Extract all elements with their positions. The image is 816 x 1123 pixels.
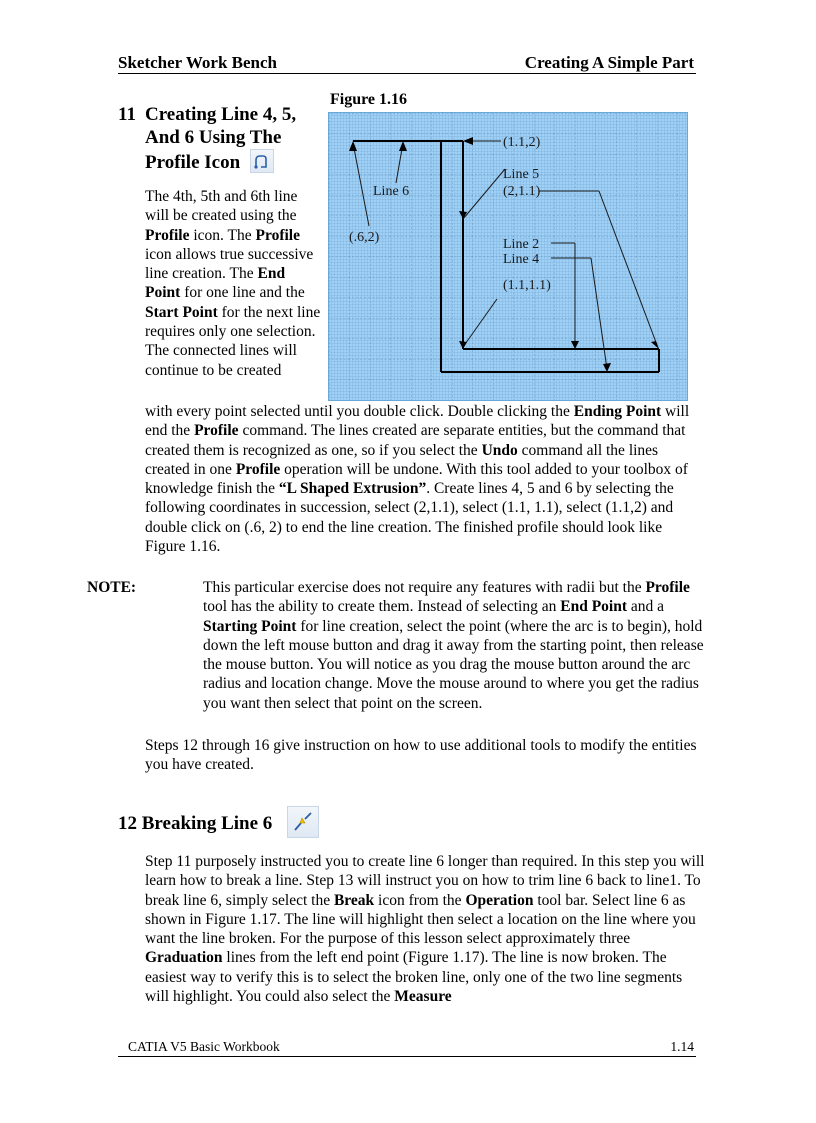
header-rule: [118, 73, 696, 74]
intro-paragraph: [145, 187, 323, 380]
continuation-paragraph: [145, 402, 705, 556]
label-point-0-6-2: (.6,2): [349, 230, 380, 245]
section-12-number: 12: [118, 813, 137, 834]
label-point-1-1-2: (1.1,2): [503, 135, 541, 150]
cont-text-3: command. The lines created are separate entities, but the command that created them is recognized as one, so if you select the: [145, 422, 686, 459]
section-12-title: Breaking Line 6: [141, 813, 273, 834]
profile-icon: [250, 149, 274, 173]
intro-text-5: for the next line requires only one selection. The connected lines will continue to be created: [145, 303, 321, 379]
cont-bold-1: Ending Point: [573, 403, 662, 420]
figure-1-16: [328, 112, 688, 401]
cont-bold-5: “L Shaped Extrusion”: [278, 480, 427, 498]
cont-bold-4: Profile: [235, 460, 281, 478]
cont-bold-2: Profile: [194, 422, 239, 440]
p12-bold-3: Graduation: [145, 949, 223, 967]
cont-text-2: will end the: [145, 403, 690, 440]
section-11-title-line1: Creating Line 4, 5,: [145, 104, 297, 125]
p12-bold-1: Break: [333, 891, 375, 909]
label-point-2-1-1: (2,1.1): [503, 184, 541, 199]
p12-text-4: lines from the left end point (Figure 1.17). The line is now broken. The easiest way to verify this is to select the broken line, only one of the two line segments will highlight. You could also select the: [145, 949, 683, 1006]
intro-text-2: icon. The: [189, 226, 256, 244]
intro-text-1: The 4th, 5th and 6th line will be created using the: [145, 188, 298, 225]
steps-paragraph: Steps 12 through 16 give instruction on how to use additional tools to modify the entities you have created.: [145, 737, 697, 774]
p12-text-3: tool bar. Select line 6 as shown in Figure 1.17. The line will highlight then select a location on the line where you want the line broken. For the purpose of this lesson select approximately three: [145, 891, 696, 948]
intro-text-4: for one line and the: [180, 284, 305, 302]
section-11-heading: [118, 103, 318, 174]
footer-rule: [118, 1056, 696, 1057]
cont-text-1: with every point selected until you double click. Double clicking the: [145, 403, 574, 420]
note-bold-2: End Point: [560, 598, 628, 616]
section-11-number: 11: [118, 104, 136, 125]
note-text-3: and a: [627, 598, 665, 616]
header-title-left: Sketcher Work Bench: [118, 53, 277, 72]
label-point-1-1-1-1: (1.1,1.1): [503, 278, 551, 293]
note-block: [87, 578, 705, 713]
cont-bold-3: Undo: [481, 441, 518, 459]
note-text-2: tool has the ability to create them. Instead of selecting an: [203, 598, 561, 616]
note-text-4: for line creation, select the point (where the arc is to begin), hold down the left mouse button and drag it away from the starting point, then release the mouse button. You will notice as you drag the mouse button around the arc radius and location change. Move the mouse around to where you get the radius you want then select that point on the screen.: [203, 617, 704, 712]
label-line-6: Line 6: [373, 184, 410, 199]
section-11-title-line2: And 6 Using The: [145, 127, 282, 148]
note-bold-3: Starting Point: [203, 617, 297, 635]
intro-bold-4: Start Point: [145, 303, 218, 321]
profile-sketch: [329, 113, 687, 400]
note-bold-1: Profile: [645, 579, 690, 596]
p12-text-2: icon from the: [374, 891, 466, 909]
cont-text-6: . Create lines 4, 5 and 6 by selecting the following coordinates in succession, select (2,1.1), select (1.1, 1.1), select (1.1,2) and double click on (.6, 2) to end the line creation. The finished profile should look like Figure 1.16.: [145, 480, 674, 556]
cont-text-4: command all the lines created in one: [145, 441, 659, 478]
section-11-title-line3: Profile Icon: [145, 152, 241, 173]
note-label: NOTE:: [87, 579, 137, 596]
header-title-right: Creating A Simple Part: [524, 53, 694, 72]
footer-page-number: 1.14: [670, 1039, 694, 1054]
figure-caption: Figure 1.16: [330, 91, 408, 108]
intro-bold-3: End Point: [145, 265, 286, 302]
p12-text-1: Step 11 purposely instructed you to create line 6 longer than required. In this step you will learn how to break a line. Step 13 will instruct you on how to trim line 6 back to line1. To break line 6, simply select the: [145, 853, 705, 909]
intro-text-3: icon allows true successive line creation. The: [145, 245, 314, 283]
section-12-paragraph: [145, 852, 705, 1006]
label-line-2: Line 2: [503, 237, 540, 252]
footer-book-title: CATIA V5 Basic Workbook: [128, 1039, 280, 1054]
p12-bold-2: Operation: [465, 891, 534, 909]
label-line-5: Line 5: [503, 167, 540, 182]
label-line-4: Line 4: [503, 252, 540, 267]
intro-bold-1: Profile: [145, 226, 190, 244]
intro-bold-2: Profile: [255, 226, 300, 244]
section-12-heading: [118, 806, 319, 838]
note-text-1: This particular exercise does not require any features with radii but the: [203, 579, 646, 596]
cont-text-5: operation will be undone. With this tool added to your toolbox of knowledge finish the: [145, 460, 688, 498]
break-icon: [287, 806, 319, 838]
p12-bold-4: Measure: [394, 988, 452, 1006]
